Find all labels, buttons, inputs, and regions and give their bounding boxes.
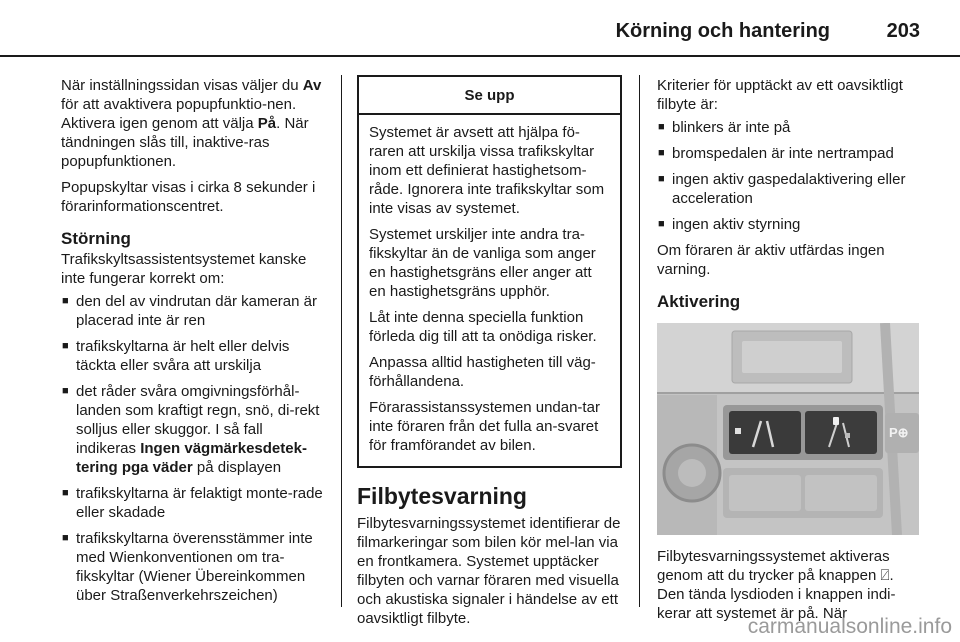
list-item: ■ det råder svåra omgivningsförhål-landen som kraftigt regn, snö, di-rekt solljus eller skuggor. I så fall indikeras Ingen vägmärkesdetek-tering pga väder på displayen (61, 382, 326, 477)
fault-list (61, 292, 326, 605)
caution-title: Se upp (359, 77, 620, 115)
button-label: P⊕ (889, 425, 909, 440)
list-item: ■ ingen aktiv styrning (657, 215, 922, 234)
settings-paragraph: När inställningssidan visas väljer du Av för att avaktivera popupfunktio-nen. Aktivera igen genom att välja På. När tändningen slås till, inaktive-ras popupfunktionen. (61, 77, 322, 170)
header-rule (0, 55, 960, 57)
list-item: ■ trafikskyltarna överensstämmer inte med Wienkonventionen om tra-fikskyltar (Wiener Übereinkommen über Straßenverkehrszeichen) (61, 529, 326, 605)
column-middle (357, 76, 622, 635)
caution-paragraph: Låt inte denna speciella funktion förleda dig till att ta onödiga risker. (369, 309, 597, 345)
caution-paragraph: Systemet urskiljer inte andra tra-fikskyltar än de vanliga som anger en hastighetsgräns eller anger att en hastighetsgräns upphör. (369, 226, 596, 300)
criteria-list (657, 118, 922, 234)
lane-departure-body: Filbytesvarningssystemet identifierar de filmarkeringar som bilen kör mel-lan via en frontkamera. Systemet upptäcker filbyten och varnar föraren med visuella och akustiska signaler i händelse av ett oavsiktligt filbyte. (357, 515, 621, 627)
popup-duration-paragraph: Popupskyltar visas i cirka 8 sekunder i förarinformationscentret. (61, 179, 316, 215)
list-item: ■ bromspedalen är inte nertrampad (657, 144, 922, 163)
active-driver-paragraph: Om föraren är aktiv utfärdas ingen varning. (657, 242, 885, 278)
activation-caption: Filbytesvarningssystemet aktiveras genom att du trycker på knappen ⍁. Den tända lysdioden i knappen indi-kerar att systemet är på. När (657, 548, 896, 622)
watermark: carmanualsonline.info (747, 615, 952, 638)
caution-paragraph: Förarassistanssystemen undan-tar inte föraren från det fulla an-svaret för framförandet av bilen. (369, 399, 600, 454)
column-divider (341, 75, 342, 607)
dashboard-illustration (657, 323, 919, 535)
list-item: ■ ingen aktiv gaspedalaktivering eller acceleration (657, 170, 922, 208)
list-item: ■ trafikskyltarna är felaktigt monte-rade eller skadade (61, 484, 326, 522)
caution-paragraph: Systemet är avsett att hjälpa fö-raren att urskilja vissa trafikskyltar inom ett definierat hastighetsom-råde. Ignorera inte trafikskyltar som inte visas av systemet. (369, 124, 605, 217)
column-divider (639, 75, 640, 607)
list-item: ■ den del av vindrutan där kameran är placerad inte är ren (61, 292, 326, 330)
caution-paragraph: Anpassa alltid hastigheten till väg-förhållandena. (369, 354, 596, 390)
list-item: ■ trafikskyltarna är helt eller delvis täckta eller svåra att urskilja (61, 337, 326, 375)
criteria-intro: Kriterier för upptäckt av ett oavsiktligt filbyte är: (657, 77, 903, 113)
page-number: 203 (886, 20, 920, 42)
caution-body (359, 115, 620, 466)
section-heading-lane-departure: Filbytesvarning (357, 483, 527, 509)
fault-intro: Trafikskyltsassistentsystemet kanske inte fungerar korrekt om: (61, 251, 307, 287)
list-item: ■ blinkers är inte på (657, 118, 922, 137)
dashboard-button-photo (657, 323, 919, 535)
lane-departure-button-icon: ⍁ (880, 567, 890, 584)
caution-box (357, 75, 622, 468)
section-heading-fault: Störning (61, 229, 131, 248)
column-right (657, 76, 922, 630)
running-header: Körning och hantering (615, 20, 830, 42)
section-heading-activation: Aktivering (657, 292, 741, 311)
column-left (61, 76, 326, 612)
